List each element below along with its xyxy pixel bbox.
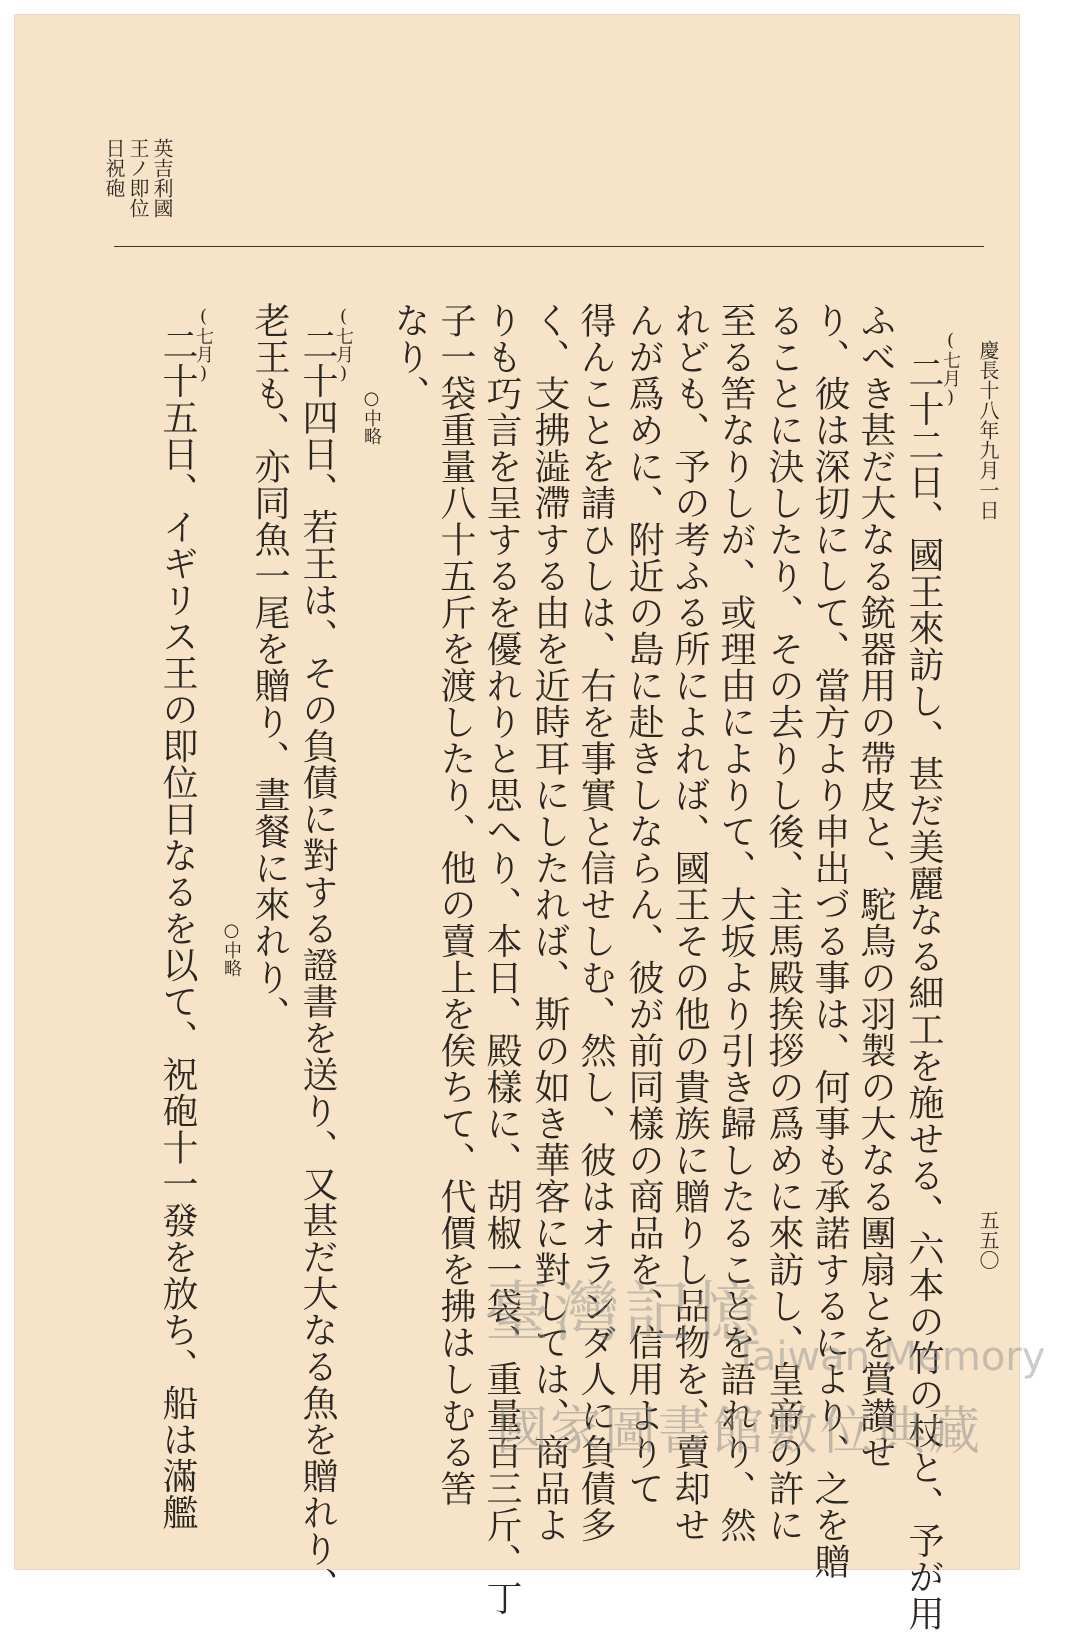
text-column: 二十五日、イギリス王の即位日なるを以て、祝砲十一發を放ち、船は滿艦 (157, 326, 198, 1531)
text-column: りも巧言を呈するを優れりと思へり、本日、殿樣に、胡椒一袋、重量百三斤、丁 (481, 302, 522, 1616)
text-column: 至る筈なりしが、或理由によりて、大坂より引き歸したることを語れり、然 (715, 302, 756, 1543)
page-number: 五五〇 (976, 1210, 1000, 1270)
text-column: ふべき甚だ大なる銃器用の帶皮と、駝鳥の羽製の大なる團扇とを賞讃せ (855, 302, 896, 1470)
note-date: (七月) (193, 306, 214, 384)
document-page (14, 14, 1046, 1632)
omission-note: ○中略 (361, 388, 382, 445)
side-title-line-2: 王ノ即位 (126, 138, 150, 218)
watermark-title: 臺灣記憶 (484, 1274, 764, 1351)
side-title-line-3: 日祝砲 (102, 138, 126, 198)
text-column: れども、予の考ふる所によれば、國王その他の貴族に贈りし品物を、賣却せ (669, 302, 710, 1543)
running-head: 慶長十八年九月一日 (976, 340, 1000, 520)
side-title-line-1: 英吉利國 (150, 138, 174, 218)
text-column: んが爲めに、附近の島に赴きしならん、彼が前同樣の商品を、信用よりて (623, 302, 664, 1507)
text-column: ることに決したり、その去りし後、主馬殿挨拶の爲めに來訪し、皇帝の許に (763, 302, 804, 1543)
text-column: 子一袋重量八十五斤を渡したり、他の賣上を俟ちて、代價を拂はしむる筈 (435, 302, 476, 1507)
note-date: (七月) (940, 330, 961, 408)
text-column: り、彼は深切にして、當方より申出づる事は、何事も承諾するにより、之を贈 (809, 302, 850, 1580)
text-column: 得んことを請ひしは、右を事實と信せしむ、然し、彼はオランダ人に負債多 (575, 302, 616, 1543)
watermark-library: 國家圖書館數位典藏 (496, 1402, 983, 1462)
omission-note: ○中略 (221, 920, 242, 977)
text-column: なり、 (389, 302, 430, 412)
text-column: 二十二日、國王來訪し、甚だ美麗なる細工を施せる、六本の竹の杖と、予が用 (903, 354, 944, 1632)
text-column: 老王も、亦同魚一尾を贈り、晝餐に來れり、 (249, 302, 290, 1032)
header-rule (114, 246, 984, 247)
text-column: く、支拂澁滯する由を近時耳にしたれば、斯の如き華客に對しては、商品よ (529, 302, 570, 1543)
watermark-subtitle: Taiwan Memory (734, 1334, 1046, 1380)
note-date: (七月) (333, 306, 354, 384)
text-column: 二十四日、若王は、その負債に對する證書を送り、又甚だ大なる魚を贈れり、 (297, 326, 338, 1604)
